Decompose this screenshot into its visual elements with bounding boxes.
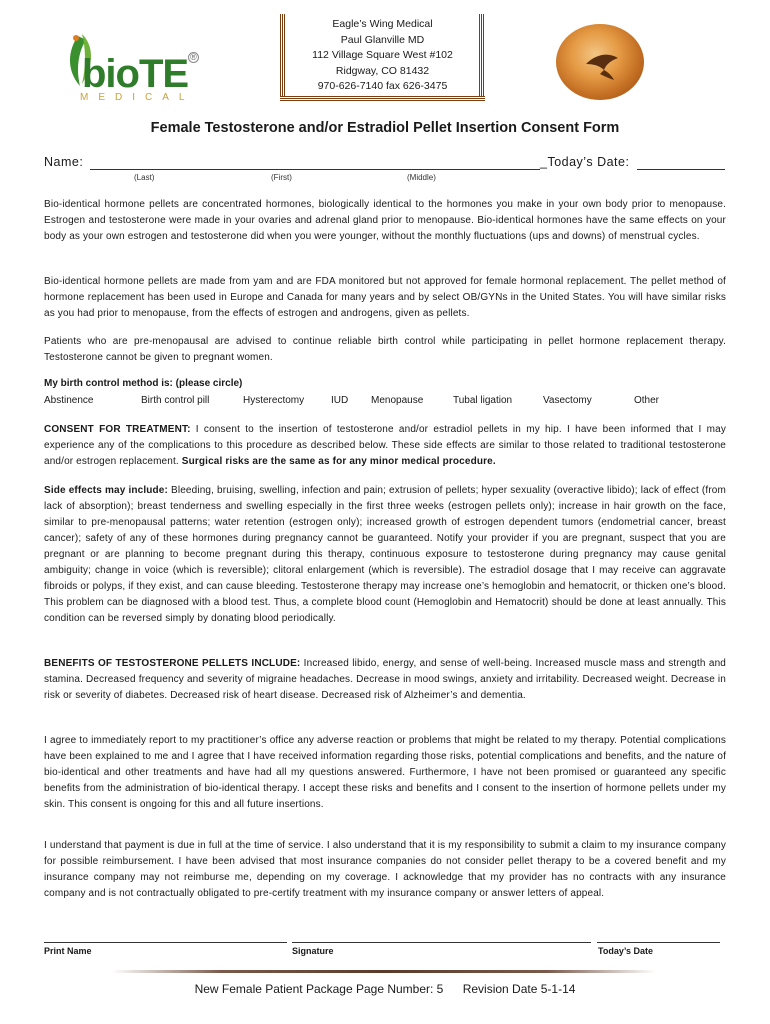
clinic-address-box	[280, 14, 485, 102]
todays-date-input-line[interactable]	[637, 169, 725, 170]
box-border-right	[479, 14, 485, 102]
logo-wordmark	[82, 54, 188, 94]
bc-option-pill[interactable]: Birth control pill	[141, 395, 210, 406]
phone-fax: 970-626-7140 fax 626-3475	[317, 80, 448, 92]
footer-page-number: New Female Patient Package Page Number: 5	[194, 982, 444, 996]
name-input-line[interactable]	[90, 169, 540, 170]
consent-body: I consent to the insertion of testosterone and/or estradiol pellets in my hip. I have been informed that I may experience any of the complications to this procedure as described below. These side effects are similar to those related to traditional testosterone and/or estrogen replacement.	[44, 424, 726, 467]
registered-icon: ®	[188, 52, 199, 63]
print-name-line[interactable]	[44, 942, 287, 943]
side-effects-body: Bleeding, bruising, swelling, infection and pain; extrusion of pellets; hyper sexuality (overactive libido); lack of effect (from lack of absorption); breast tenderness and swelling especially in the first three weeks (estrogen pellets only); increase in hair growth on the face, similar to pre-menopausal patterns; water retention (estrogen only); increased growth of estrogen dependent tumors (endometrial cancer, breast cancer); safety of any of these hormones during pregnancy cannot be guaranteed. Notify your provider if you are pregnant, suspect that you are pregnant or are planning to become pregnant during this therapy, continuous exposure to testosterone during pregnancy may cause genital ambiguity; change in voice (which is reversible); clitoral enlargement (which is reversible). The estradiol dosage that I may receive can aggravate fibroids or polyps, if they exist, and can cause bleeding. Testosterone therapy may increase one’s hemoglobin and hematocrit, or thicken one’s blood. This problem can be diagnosed with a blood test. Thus, a complete blood count (Hemoglobin and Hematocrit) should be done at least annually. This condition can be reversed simply by donating blood periodically.	[44, 485, 726, 624]
bc-option-hysterectomy[interactable]: Hysterectomy	[243, 395, 305, 406]
doctor-name: Paul Glanville MD	[340, 33, 425, 46]
eagle-logo	[556, 24, 644, 100]
consent-surgical-note: Surgical risks are the same as for any minor medical procedure.	[181, 456, 496, 467]
bc-option-vasectomy[interactable]: Vasectomy	[543, 395, 592, 406]
todays-date-label: _Today’s Date:	[540, 155, 630, 169]
print-name-label: Print Name	[44, 946, 92, 956]
clinic-name: Eagle’s Wing Medical	[332, 18, 433, 30]
paragraph-consent	[44, 422, 726, 470]
biote-logo	[64, 30, 204, 104]
first-name-label: (First)	[271, 173, 292, 182]
paragraph-side-effects	[44, 483, 726, 627]
form-title: Female Testosterone and/or Estradiol Pellet Insertion Consent Form	[150, 120, 620, 136]
logo-bio-text: bio	[82, 52, 139, 96]
city-state-zip: Ridgway, CO 81432	[335, 64, 430, 77]
page-footer	[0, 982, 770, 996]
paragraph-premenopausal: Patients who are pre-menopausal are advised to continue reliable birth control while participating in pellet hormone replacement therapy. Testosterone cannot be given to pregnant women.	[44, 336, 726, 363]
bc-option-abstinence[interactable]: Abstinence	[44, 395, 94, 406]
footer-divider	[112, 970, 656, 973]
signature-line[interactable]	[292, 942, 591, 943]
bc-option-iud[interactable]: IUD	[331, 395, 349, 406]
middle-name-label: (Middle)	[407, 173, 436, 182]
bc-option-other[interactable]: Other	[634, 395, 660, 406]
paragraph-intro: Bio-identical hormone pellets are concentrated hormones, biologically identical to the hormones you make in your own body prior to menopause. Estrogen and testosterone were made in your ovaries and adrenal gland prior to menopause. Bio-identical hormones have the same effects on your body as your own estrogen and testosterone did when you were younger, without the monthly fluctuations (ups and downs) of menstrual cycles.	[44, 199, 726, 242]
birth-control-heading: My birth control method is: (please circle)	[44, 378, 243, 389]
signature-label: Signature	[292, 946, 334, 956]
benefits-body: Increased libido, energy, and sense of well-being. Increased muscle mass and strength and stamina. Decreased frequency and severity of migraine headaches. Decrease in mood swings, anxiety and irritability. Decreased weight. Decrease in risk or severity of diabetes. Decreased risk of heart disease. Decreased risk of Alzheimer’s and dementia.	[44, 658, 726, 701]
name-label: Name:	[44, 155, 84, 169]
paragraph-fda: Bio-identical hormone pellets are made from yam and are FDA monitored but not approved for female hormonal replacement. The pellet method of hormone replacement has been used in Europe and Canada for many years and by select OB/GYNs in the United States. You will have similar risks as you had prior to menopause, from the effects of estrogen and androgens, given as pellets.	[44, 276, 726, 319]
last-name-label: (Last)	[134, 173, 155, 182]
paragraph-agreement: I agree to immediately report to my practitioner’s office any adverse reaction or problems that might be related to my therapy. Potential complications have been explained to me and I agree that I have received information regarding those risks, potential complications and benefits, and the nature of bio-identical and other treatments and have had all my questions answered. Furthermore, I have not been promised or guaranteed any specific benefits from the administration of bio-identical therapy. I accept these risks and benefits and I consent to the insertion of hormone pellets under my skin. This consent is ongoing for this and all future insertions.	[44, 735, 726, 810]
street-address: 112 Village Square West #102	[312, 49, 453, 61]
todays-date-signature-label: Today’s Date	[598, 946, 654, 956]
logo-te-text: TE	[138, 52, 189, 96]
consent-heading: CONSENT FOR TREATMENT:	[44, 424, 191, 435]
bc-option-menopause[interactable]: Menopause	[371, 395, 424, 406]
logo-subtitle: MEDICAL	[80, 92, 195, 103]
footer-revision-date: Revision Date 5-1-14	[462, 982, 576, 996]
eagle-icon	[556, 24, 644, 100]
paragraph-payment: I understand that payment is due in full at the time of service. I also understand that it is my responsibility to submit a claim to my insurance company for possible reimbursement. I have been advised that most insurance companies do not consider pellet therapy to be a covered benefit and my insurance company may not reimburse me, depending on my coverage. I acknowledge that my provider has no contracts with any insurance company and is not contractually obligated to pre-certify treatment with my insurance company or answer letters of appeal.	[44, 840, 726, 899]
paragraph-benefits	[44, 656, 726, 704]
bc-option-tubal-ligation[interactable]: Tubal ligation	[453, 395, 513, 406]
todays-date-signature-line[interactable]	[597, 942, 720, 943]
clinic-address	[286, 17, 479, 95]
side-effects-heading: Side effects may include:	[44, 485, 168, 496]
benefits-heading: BENEFITS OF TESTOSTERONE PELLETS INCLUDE:	[44, 658, 301, 669]
box-border-bottom	[280, 96, 485, 102]
